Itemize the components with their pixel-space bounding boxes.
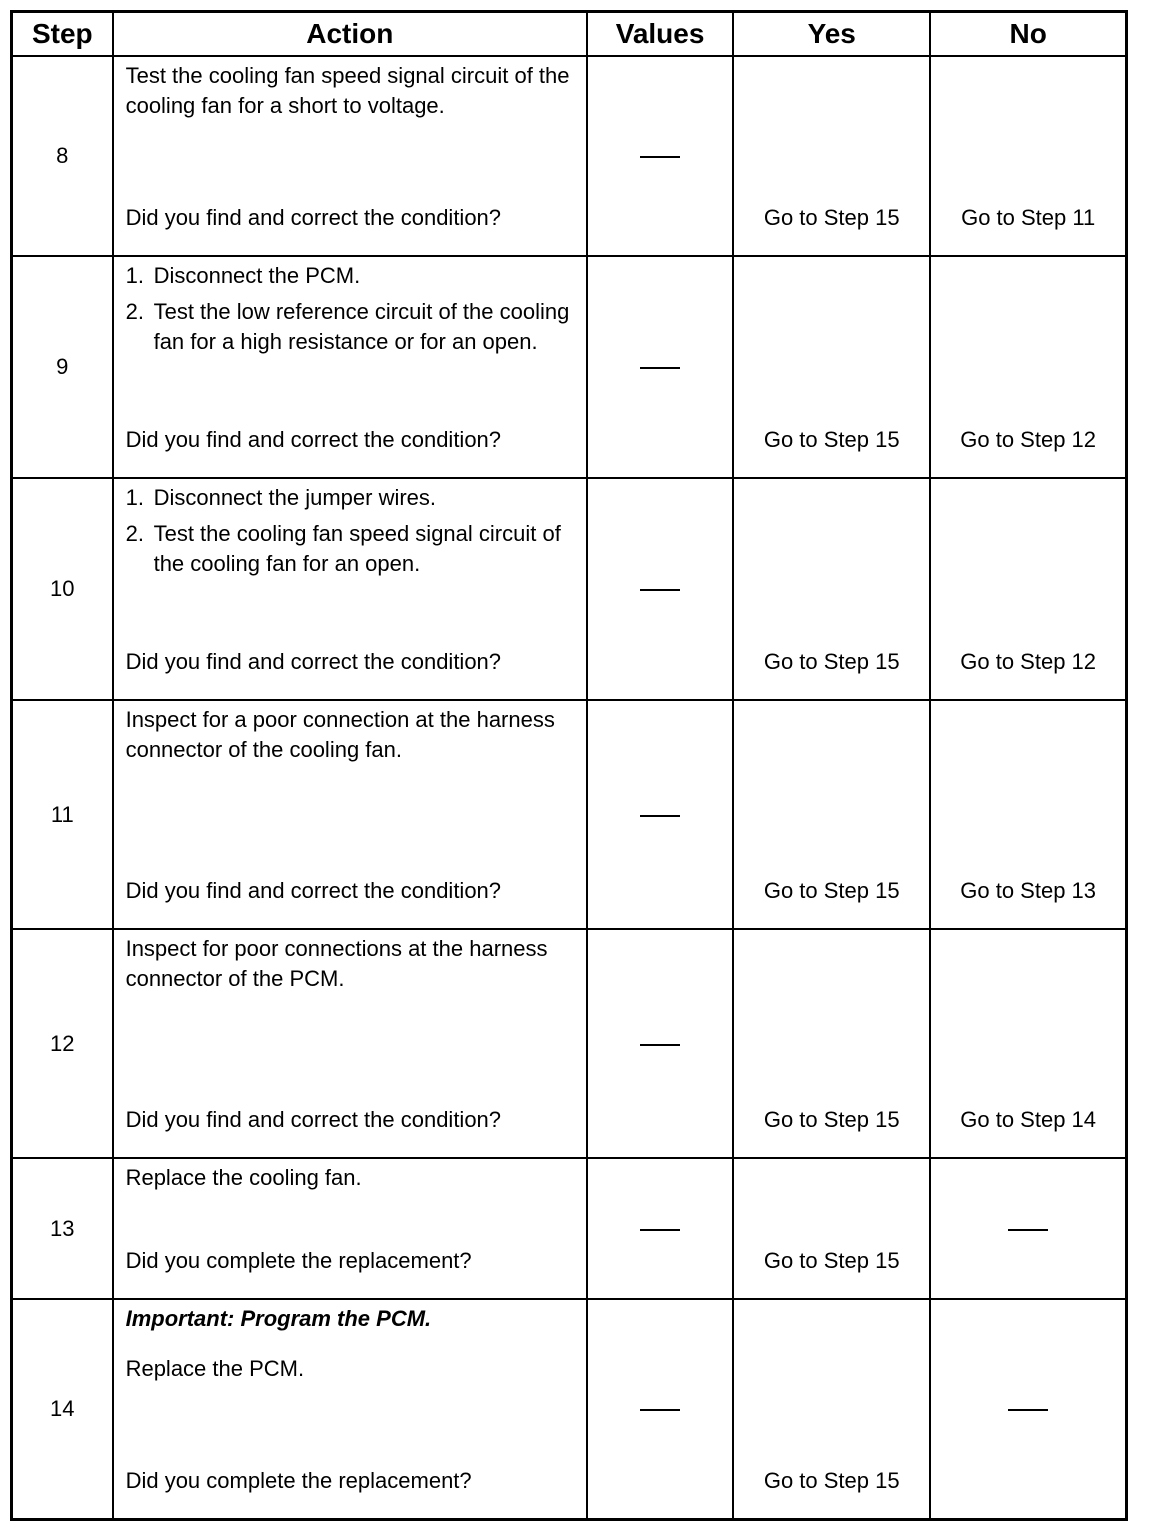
no-goto: Go to Step 14 [960, 1107, 1097, 1132]
action-text: Inspect for a poor connection at the harness connector of the cooling fan. [125, 707, 555, 762]
values-cell [587, 56, 733, 256]
table-row [12, 1299, 1127, 1519]
action-cell [113, 1299, 587, 1519]
values-cell [587, 1158, 733, 1299]
action-cell [113, 1158, 587, 1299]
action-text: Replace the PCM. [125, 1356, 305, 1381]
yes-goto: Go to Step 15 [763, 1248, 900, 1273]
action-question: Did you find and correct the condition? [125, 205, 502, 230]
action-cell [113, 256, 587, 478]
header-values: Values [587, 12, 733, 57]
step-number: 10 [12, 478, 113, 700]
action-question: Did you complete the replacement? [125, 1467, 472, 1493]
no-cell [930, 1158, 1126, 1299]
step-number: 11 [12, 700, 113, 929]
yes-cell [733, 700, 930, 929]
table-row [12, 929, 1127, 1158]
no-value-dash [640, 589, 680, 591]
yes-cell [733, 1158, 930, 1299]
yes-cell [733, 56, 930, 256]
action-cell [113, 478, 587, 700]
important-note: Important: Program the PCM. [125, 1306, 432, 1331]
action-cell [113, 700, 587, 929]
no-cell [930, 56, 1126, 256]
no-value-dash [1008, 1409, 1048, 1411]
no-cell [930, 700, 1126, 929]
action-text: Replace the cooling fan. [125, 1165, 362, 1190]
table-row [12, 256, 1127, 478]
no-goto: Go to Step 13 [960, 878, 1097, 903]
no-value-dash [640, 156, 680, 158]
no-value-dash [1008, 1229, 1048, 1231]
values-cell [587, 1299, 733, 1519]
no-cell [930, 478, 1126, 700]
no-value-dash [640, 1044, 680, 1046]
no-cell [930, 929, 1126, 1158]
list-item: 1. Disconnect the PCM. [125, 263, 361, 288]
yes-goto: Go to Step 15 [763, 1107, 900, 1132]
values-cell [587, 256, 733, 478]
list-item: 2. Test the low reference circuit of the cooling fan for a high resistance or for an open. [125, 299, 570, 354]
values-cell [587, 478, 733, 700]
yes-goto: Go to Step 15 [763, 205, 900, 230]
step-number: 12 [12, 929, 113, 1158]
action-steps [126, 261, 576, 357]
no-value-dash [640, 367, 680, 369]
no-goto: Go to Step 12 [960, 649, 1097, 674]
table-row [12, 478, 1127, 700]
step-number: 9 [12, 256, 113, 478]
table-row [12, 700, 1127, 929]
yes-cell [733, 256, 930, 478]
diagnostic-table [10, 10, 1128, 1521]
yes-goto: Go to Step 15 [763, 878, 900, 903]
yes-cell [733, 478, 930, 700]
action-question: Did you find and correct the condition? [125, 878, 502, 903]
yes-goto: Go to Step 15 [763, 1467, 900, 1493]
yes-goto: Go to Step 15 [763, 427, 900, 452]
no-goto: Go to Step 12 [960, 427, 1097, 452]
action-text: Test the cooling fan speed signal circuit of the cooling fan for a short to voltage. [125, 63, 570, 118]
header-yes: Yes [733, 12, 930, 57]
yes-goto: Go to Step 15 [763, 649, 900, 674]
values-cell [587, 700, 733, 929]
no-value-dash [640, 815, 680, 817]
header-action: Action [113, 12, 587, 57]
list-item: 2. Test the cooling fan speed signal circuit of the cooling fan for an open. [125, 521, 561, 576]
table-row [12, 56, 1127, 256]
action-question: Did you find and correct the condition? [125, 649, 502, 674]
step-number: 13 [12, 1158, 113, 1299]
step-number: 14 [12, 1299, 113, 1519]
header-no: No [930, 12, 1126, 57]
header-row [12, 12, 1127, 57]
action-question: Did you find and correct the condition? [125, 1107, 502, 1132]
action-steps [126, 483, 576, 579]
no-value-dash [640, 1229, 680, 1231]
yes-cell [733, 1299, 930, 1519]
no-value-dash [640, 1409, 680, 1411]
action-cell [113, 56, 587, 256]
yes-cell [733, 929, 930, 1158]
no-cell [930, 1299, 1126, 1519]
values-cell [587, 929, 733, 1158]
action-question: Did you find and correct the condition? [125, 427, 502, 452]
no-cell [930, 256, 1126, 478]
no-goto: Go to Step 11 [961, 205, 1096, 230]
step-number: 8 [12, 56, 113, 256]
action-cell [113, 929, 587, 1158]
header-step: Step [12, 12, 113, 57]
table-row [12, 1158, 1127, 1299]
action-question: Did you complete the replacement? [125, 1248, 472, 1273]
list-item: 1. Disconnect the jumper wires. [125, 485, 437, 510]
action-text: Inspect for poor connections at the harness connector of the PCM. [125, 936, 548, 991]
